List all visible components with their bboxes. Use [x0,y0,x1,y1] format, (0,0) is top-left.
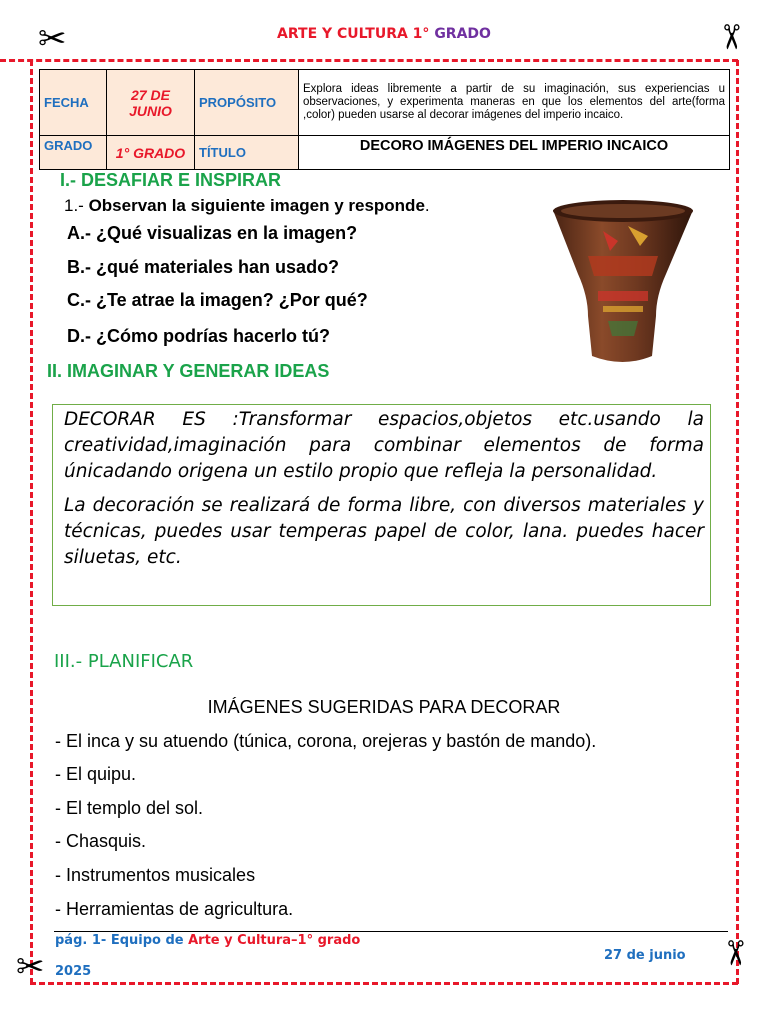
footer-page-prefix: pág. 1- Equipo de [55,933,189,948]
list-item: - El templo del sol. [55,798,204,818]
question-b: B.- ¿qué materiales han usado? [67,257,340,277]
grado-value: 1° GRADO [107,136,195,170]
info-table [39,69,730,170]
list-item: - El quipu. [55,764,137,784]
kero-vase-image [548,196,698,366]
cut-line-left [30,60,33,984]
scissors-icon: ✂ [38,19,67,59]
footer-subject: Arte y Cultura–1° grado [188,933,361,948]
list-item: - Instrumentos musicales [55,865,256,885]
section-3-heading: III.- PLANIFICAR [54,651,194,672]
grado-label: GRADO [40,136,107,170]
footer-page-label [55,933,360,948]
intro-end: . [424,196,430,215]
cut-line-top [0,59,738,62]
decorar-paragraph-2: La decoración se realizará de forma libre, con diversos materiales y técnicas, puedes usar temperas papel de color, lana. puedes hacer siluetas, etc. [64,495,704,568]
footer-year: 2025 [55,964,92,979]
list-item: - Chasquis. [55,831,147,851]
section-1-intro [64,196,430,216]
proposito-label: PROPÓSITO [195,70,299,136]
scissors-icon: ✂ [16,947,45,987]
decorar-paragraph-1: DECORAR ES :Transformar espacios,objetos etc.usando la creatividad,imaginación para combinar elementos de forma únicadando origena un estilo propio que refleja la personalidad. [64,409,704,482]
header-subject: ARTE Y CULTURA 1° [277,26,430,42]
footer-date: 27 de junio [604,948,686,963]
cut-line-right [736,60,739,984]
intro-number: 1.- [64,196,89,215]
fecha-value: 27 DE JUNIO [107,70,195,136]
footer-divider [54,931,728,932]
list-item: - El inca y su atuendo (túnica, corona, orejeras y bastón de mando). [55,731,597,751]
page-header-title [0,26,768,42]
decorar-definition-box [52,404,711,606]
section-2-heading: II. IMAGINAR Y GENERAR IDEAS [47,361,330,381]
titulo-text: DECORO IMÁGENES DEL IMPERIO INCAICO [299,136,730,170]
cut-line-bottom [30,982,738,985]
question-d: D.- ¿Cómo podrías hacerlo tú? [67,326,331,346]
scissors-icon: ✂ [710,22,751,52]
question-c: C.- ¿Te atrae la imagen? ¿Por qué? [67,290,368,310]
intro-bold: Observan la siguiente imagen y responde [88,196,425,215]
header-grado: GRADO [434,26,491,42]
question-a: A.- ¿Qué visualizas en la imagen? [67,223,358,243]
suggested-images-title: IMÁGENES SUGERIDAS PARA DECORAR [207,697,561,717]
list-item: - Herramientas de agricultura. [55,899,294,919]
proposito-text: Explora ideas libremente a partir de su imaginación, sus experiencias u observaciones, y experimenta maneras en que los elementos del arte(forma ,color) pueden usarse al decorar imágenes del imperio incaico. [299,70,730,136]
section-1-heading: I.- DESAFIAR E INSPIRAR [60,170,282,190]
scissors-icon: ✂ [714,938,755,968]
titulo-label: TÍTULO [195,136,299,170]
fecha-label: FECHA [40,70,107,136]
